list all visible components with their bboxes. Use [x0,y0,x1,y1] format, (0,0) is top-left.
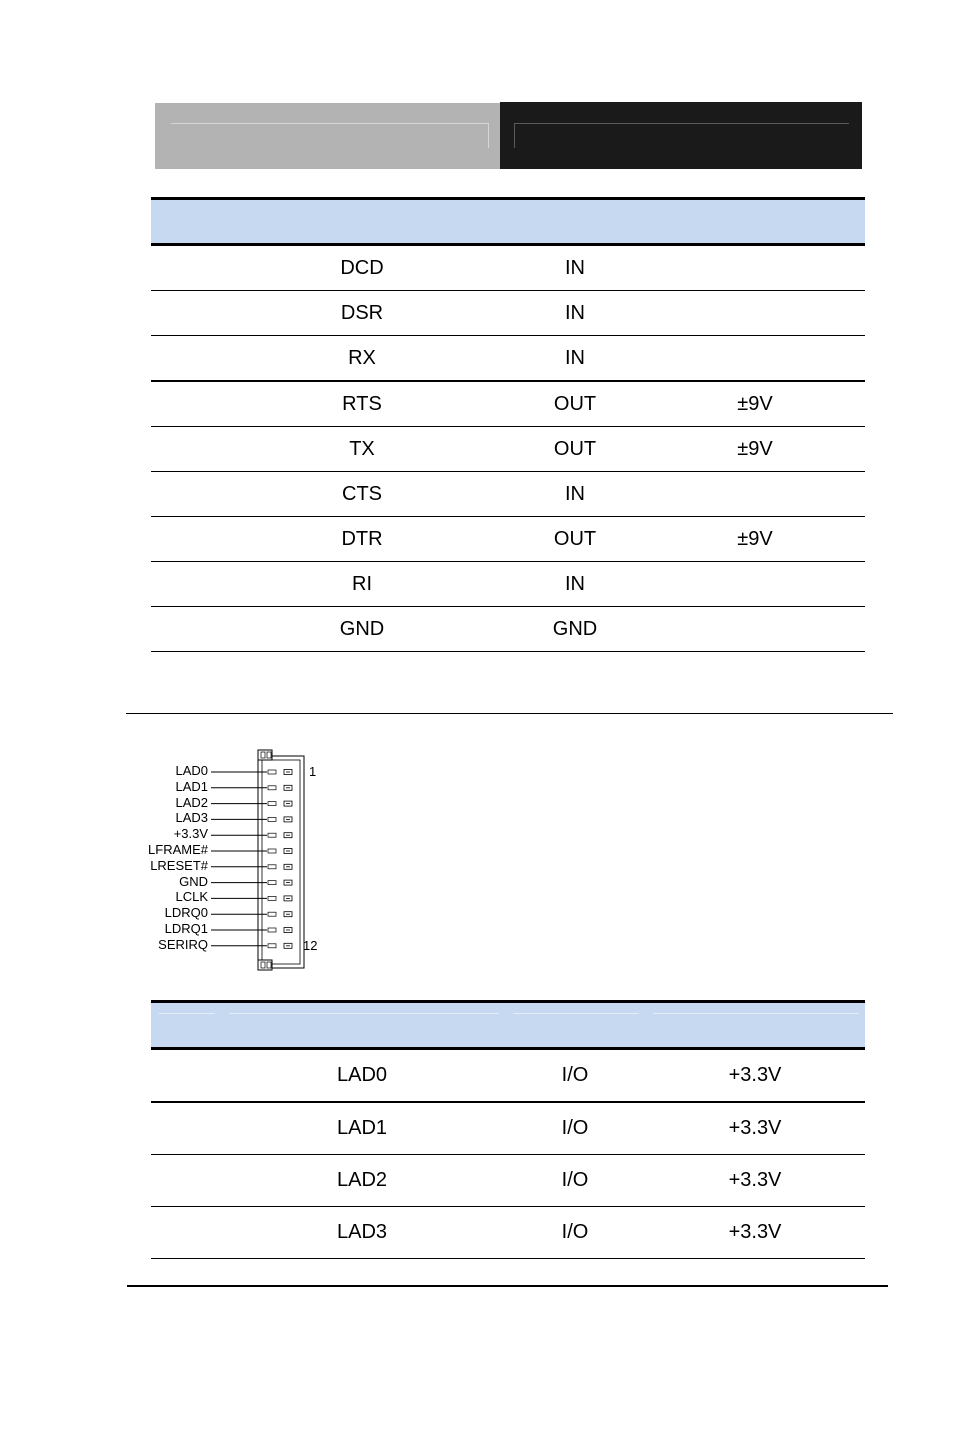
level-cell [666,562,844,606]
signal-cell: DCD [340,256,384,279]
signal-cell: DTR [341,527,383,550]
level-cell: ±9V [737,527,773,550]
pin-contact [268,928,276,932]
pin-number-last: 12 [303,938,318,953]
signal-cell: RX [348,346,376,369]
pin-label: LAD2 [175,794,208,810]
table-row [151,472,865,517]
type-cell: IN [565,346,585,369]
table-row [151,517,865,562]
type-cell: OUT [553,437,597,460]
signal-cell: LAD1 [336,1117,388,1139]
pin-label: SERIRQ [158,936,208,952]
level-cell: ±9V [737,392,773,415]
table-row [151,1155,865,1207]
pin-contact [268,802,276,806]
level-cell [666,291,844,335]
signal-cell: RTS [342,392,382,415]
table-row [151,336,865,382]
pin-label: LAD1 [175,778,208,794]
level-cell [666,336,844,380]
pin-label: LAD3 [175,810,208,826]
type-cell: IN [565,301,585,324]
signal-cell: LAD0 [336,1064,388,1086]
level-cell: ±9V [737,437,773,460]
type-cell: I/O [561,1169,589,1191]
pin-label: LDRQ0 [164,905,208,921]
connector-inner-wall [262,760,300,964]
level-cell [666,607,844,651]
pin-label: LCLK [175,889,208,905]
header-right-frame [514,123,849,148]
pin-label: GND [179,873,208,889]
signal-cell: DSR [340,301,384,324]
table-row [151,607,865,652]
signal-cell: TX [349,437,375,460]
type-cell: I/O [561,1117,589,1139]
table-row [151,427,865,472]
pin-label: LDRQ1 [164,921,208,936]
table-row [151,291,865,336]
table-row [151,246,865,291]
pin-contact [268,896,276,900]
table-row [151,562,865,607]
type-cell: IN [565,482,585,505]
pin-label: LRESET# [150,857,208,873]
level-cell [666,472,844,516]
table-header [151,1000,865,1050]
pin-contact [268,817,276,821]
table-row [151,1103,865,1155]
pin-label: LFRAME# [148,842,208,857]
table-row [151,1207,865,1259]
level-cell: +3.3V [728,1169,782,1191]
pin-contact [268,944,276,948]
type-cell: IN [565,572,585,595]
level-cell: +3.3V [728,1117,782,1139]
signal-cell: CTS [342,482,382,505]
pin-contact [268,770,276,774]
table-row [151,382,865,427]
header-banner-right [500,102,862,169]
table-header [151,197,865,246]
pin-number-first: 1 [309,764,317,779]
signal-cell: LAD3 [336,1221,388,1243]
header-left-frame [171,123,489,148]
type-cell: I/O [561,1064,589,1086]
section-divider [126,713,893,714]
type-cell: IN [565,256,585,279]
type-cell: OUT [553,392,597,415]
pin-label: LAD0 [175,763,208,778]
type-cell: GND [552,617,598,640]
pin-contact [268,833,276,837]
pin-contact [268,912,276,916]
level-cell: +3.3V [728,1064,782,1086]
lpc-connector-diagram [140,748,340,974]
pin-contact [268,849,276,853]
lpc-pinout-table [151,1000,865,1259]
footer-rule [127,1285,888,1287]
level-cell: +3.3V [728,1221,782,1243]
level-cell [666,246,844,290]
table-row [151,1050,865,1103]
pin-contact [268,786,276,790]
header-banner-left [155,103,500,169]
serial-pinout-table [151,197,865,652]
pin-contact [268,881,276,885]
type-cell: OUT [553,527,597,550]
type-cell: I/O [561,1221,589,1243]
pin-contact [268,865,276,869]
signal-cell: RI [352,572,372,595]
signal-cell: GND [339,617,385,640]
signal-cell: LAD2 [336,1169,388,1191]
pin-label: +3.3V [173,826,208,842]
